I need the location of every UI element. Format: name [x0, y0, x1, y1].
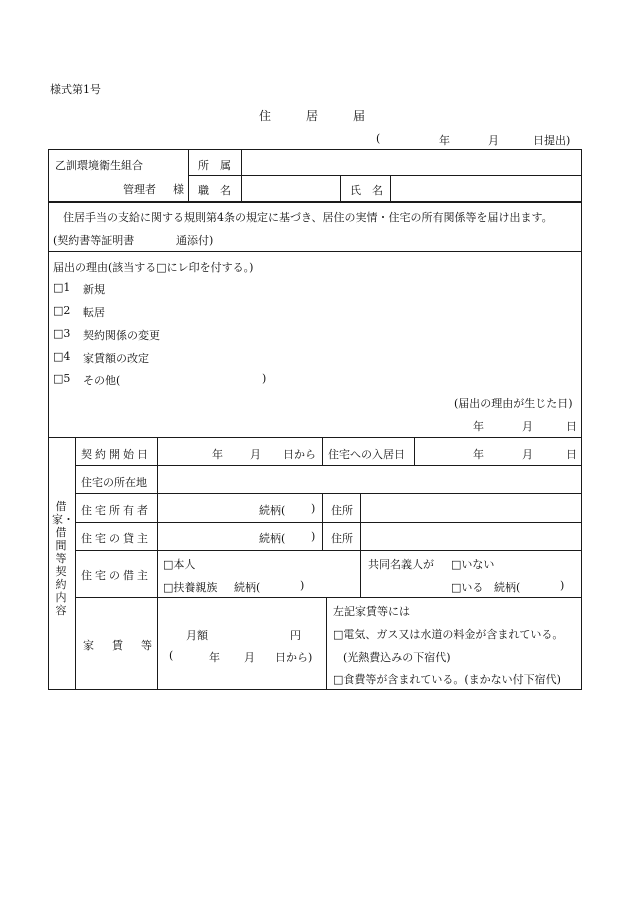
rent-label-2: 賃 — [112, 639, 123, 652]
contract-side-label: 借家・借間等契約内容 — [52, 500, 74, 617]
owner-label: 住宅所有者 — [81, 504, 151, 517]
title-char-1: 住 — [259, 109, 272, 123]
owner-address-field[interactable] — [362, 495, 579, 520]
rent-includes-heading: 左記家賃等には — [333, 605, 410, 618]
contract-start-label: 契約開始日 — [81, 448, 151, 461]
contract-row-line-5 — [75, 597, 581, 598]
name-label-2: 名 — [372, 184, 383, 197]
position-label-2: 名 — [220, 184, 231, 197]
move-in-day: 日 — [566, 448, 577, 461]
contract-row-line-2 — [75, 493, 581, 494]
date-day-submitted: 日提出) — [533, 134, 571, 147]
dependent-relation: 続柄( — [234, 581, 261, 594]
lessor-label: 住宅の貸主 — [81, 532, 151, 545]
divider-reason — [48, 437, 581, 438]
move-in-month: 月 — [522, 448, 533, 461]
contract-start-year: 年 — [212, 448, 223, 461]
contract-side-divider — [75, 437, 76, 689]
contract-start-day: 日から — [283, 448, 316, 461]
co-name-yes-checkbox[interactable]: □いる — [451, 581, 484, 594]
position-label-1: 職 — [198, 184, 209, 197]
header-col-divider-2 — [241, 149, 242, 202]
utilities-checkbox[interactable]: □電気、ガス又は水道の料金が含まれている。 — [333, 628, 564, 641]
date-year: 年 — [439, 134, 450, 147]
name-label-1: 氏 — [350, 184, 361, 197]
reason-date-month: 月 — [522, 420, 533, 433]
affiliation-field[interactable] — [243, 151, 578, 173]
borrower-label: 住宅の借主 — [81, 569, 151, 582]
reason-heading: 届出の理由(該当する□にレ印を付する。) — [53, 261, 254, 274]
reason-checkbox-1[interactable]: □1 — [53, 281, 71, 294]
date-open: ( — [376, 132, 381, 145]
rent-label-3: 等 — [141, 639, 152, 652]
lessor-address-field[interactable] — [362, 524, 579, 548]
reason-date-caption: (届出の理由が生じた日) — [454, 397, 573, 410]
rent-from-year: 年 — [209, 651, 220, 664]
lessor-relation-close: ) — [311, 530, 316, 543]
form-number: 様式第1号 — [50, 83, 101, 96]
reason-other-field[interactable] — [132, 370, 260, 386]
contract-start-divider — [322, 437, 323, 465]
reason-label-1: 新規 — [83, 283, 105, 296]
org-name: 乙訓環境衛生組合 — [55, 159, 143, 172]
attachment-count-field[interactable] — [143, 230, 173, 246]
owner-address-label: 住所 — [331, 504, 353, 517]
move-in-year: 年 — [473, 448, 484, 461]
rent-amount-field[interactable] — [214, 624, 286, 640]
reason-label-3: 契約関係の変更 — [83, 329, 160, 342]
contract-start-month: 月 — [250, 448, 261, 461]
reason-label-5: その他( — [83, 374, 121, 387]
reason-date-year: 年 — [473, 420, 484, 433]
meals-checkbox[interactable]: □食費等が含まれている。(まかない付下宿代) — [333, 673, 561, 686]
utilities-note: (光熱費込みの下宿代) — [343, 651, 451, 664]
affiliation-label-2: 属 — [220, 159, 231, 172]
reason-date-day: 日 — [566, 420, 577, 433]
reason-checkbox-2[interactable]: □2 — [53, 304, 71, 317]
statement-line-2b: 通添付) — [176, 234, 214, 247]
rent-label-1: 家 — [83, 639, 94, 652]
co-name-relation-close: ) — [560, 579, 565, 592]
rent-from-day: 日から) — [275, 651, 313, 664]
contract-coname-divider — [360, 550, 361, 597]
co-name-label: 共同名義人が — [368, 558, 434, 571]
lessor-relation: 続柄( — [259, 532, 286, 545]
name-field[interactable] — [392, 177, 578, 200]
reason-label-4: 家賃額の改定 — [83, 352, 149, 365]
statement-line-1: 住居手当の支給に関する規則第4条の規定に基づき、居住の実情・住宅の所有関係等を届け出ます。 — [63, 211, 553, 224]
manager-title: 管理者 — [123, 183, 156, 196]
owner-relation-close: ) — [311, 502, 316, 515]
divider-statement — [48, 251, 581, 252]
rent-yen: 円 — [290, 629, 301, 642]
contract-rent-divider — [326, 597, 327, 689]
sama-label: 様 — [173, 183, 184, 196]
move-in-label: 住宅への入居日 — [328, 448, 405, 461]
affiliation-label-1: 所 — [198, 159, 209, 172]
contract-movein-divider — [414, 437, 415, 465]
location-field[interactable] — [159, 467, 579, 491]
dependent-relation-close: ) — [300, 579, 305, 592]
reason-checkbox-5[interactable]: □5 — [53, 372, 71, 385]
lessor-address-label: 住所 — [331, 532, 353, 545]
title-char-2: 居 — [306, 109, 319, 123]
borrower-dependent-checkbox[interactable]: □扶養親族 — [163, 581, 218, 594]
rent-from-month: 月 — [244, 651, 255, 664]
contract-address-value-divider — [360, 493, 361, 550]
contract-row-line-4 — [75, 550, 581, 551]
header-row-divider — [188, 175, 581, 176]
contract-row-line-3 — [75, 522, 581, 523]
location-label: 住宅の所在地 — [81, 476, 147, 489]
co-name-relation: 続柄( — [494, 581, 521, 594]
co-name-none-checkbox[interactable]: □いない — [451, 558, 495, 571]
reason-checkbox-4[interactable]: □4 — [53, 350, 71, 363]
position-field[interactable] — [243, 177, 338, 200]
owner-relation: 続柄( — [259, 504, 286, 517]
rent-from-open: ( — [169, 649, 174, 662]
borrower-self-checkbox[interactable]: □本人 — [163, 558, 196, 571]
reason-label-2: 転居 — [83, 306, 105, 319]
date-month: 月 — [488, 134, 499, 147]
contract-row-line-1 — [75, 465, 581, 466]
title-char-3: 届 — [353, 109, 366, 123]
reason-other-close: ) — [262, 372, 267, 385]
contract-address-divider — [322, 493, 323, 550]
header-col-divider-4 — [390, 175, 391, 202]
statement-line-2a: (契約書等証明書 — [53, 234, 135, 247]
header-col-divider-3 — [340, 175, 341, 202]
rent-monthly-label: 月額 — [186, 629, 208, 642]
header-col-divider-1 — [188, 149, 189, 202]
reason-checkbox-3[interactable]: □3 — [53, 327, 71, 340]
contract-label-divider — [157, 437, 158, 689]
